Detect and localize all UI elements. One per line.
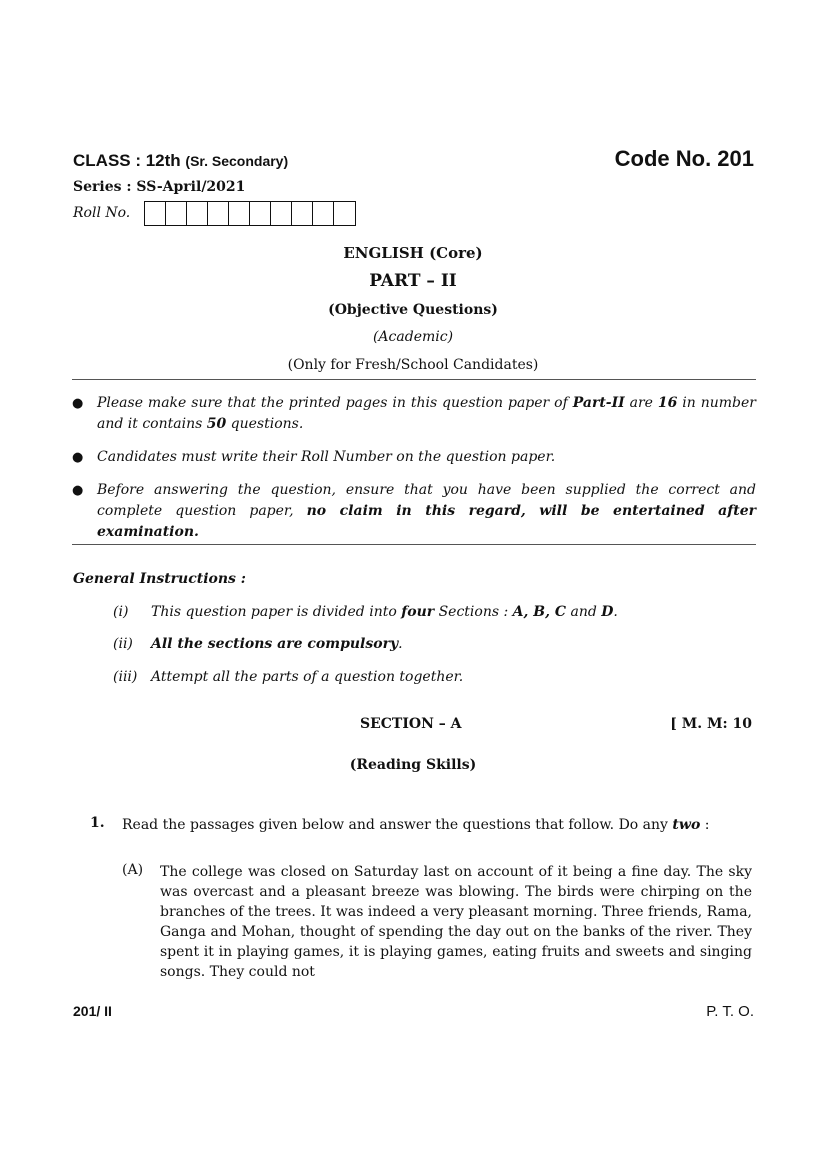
roll-box[interactable] — [166, 202, 187, 225]
roll-box[interactable] — [313, 202, 334, 225]
note-pages: ● Please make sure that the printed pages in this question paper of Part-II are 16 in number and it contains 50 questions. — [72, 393, 756, 435]
code-number: Code No. 201 — [614, 146, 754, 171]
bullet-icon: ● — [72, 450, 84, 465]
instruction-item: (ii) All the sections are compulsory. — [113, 636, 403, 652]
section-subtitle: (Reading Skills) — [349, 757, 477, 773]
roll-box[interactable] — [271, 202, 292, 225]
part-title: PART – II — [369, 271, 457, 291]
subject-title: ENGLISH (Core) — [343, 244, 483, 262]
instruction-item: (iii) Attempt all the parts of a question together. — [113, 669, 464, 685]
roll-box[interactable] — [292, 202, 313, 225]
question-number: 1. — [90, 815, 105, 831]
divider-bottom — [72, 544, 756, 545]
note-roll-number: ● Candidates must write their Roll Number on the question paper. — [72, 447, 756, 468]
footer-code: 201/ II — [73, 1003, 112, 1019]
academic-label: (Academic) — [372, 329, 454, 345]
class-sub: (Sr. Secondary) — [185, 153, 289, 169]
roll-box[interactable] — [250, 202, 271, 225]
question-text: Read the passages given below and answer the questions that follow. Do any two : — [122, 817, 710, 833]
roll-box[interactable] — [187, 202, 208, 225]
bullet-icon: ● — [72, 396, 84, 411]
passage-label: (A) — [122, 862, 144, 878]
series-label: Series : SS-April/2021 — [73, 179, 246, 195]
section-title: SECTION – A — [360, 716, 462, 732]
max-marks: [ M. M: 10 — [670, 716, 752, 732]
candidates-label: (Only for Fresh/School Candidates) — [287, 357, 539, 373]
objective-label: (Objective Questions) — [328, 302, 498, 318]
footer-pto: P. T. O. — [706, 1003, 754, 1020]
roll-label: Roll No. — [73, 205, 131, 221]
roll-box[interactable] — [229, 202, 250, 225]
roll-box[interactable] — [145, 202, 166, 225]
roll-box[interactable] — [334, 202, 355, 225]
instruction-item: (i) This question paper is divided into four Sections : A, B, C and D. — [113, 604, 618, 620]
note-complete-paper: ● Before answering the question, ensure that you have been supplied the correct and complete question paper, no claim in this regard, will be entertained after examination. — [72, 480, 756, 543]
general-instructions-title: General Instructions : — [73, 571, 246, 587]
class-heading — [73, 151, 288, 171]
roll-box[interactable] — [208, 202, 229, 225]
class-main: CLASS : 12th — [73, 151, 181, 170]
bullet-icon: ● — [72, 483, 84, 498]
passage-text: The college was closed on Saturday last on account of it being a fine day. The sky was overcast and a pleasant breeze was blowing. The birds were chirping on the branches of the trees. It was indeed a very pleasant morning. Three friends, Rama, Ganga and Mohan, thought of spending the day out on the banks of the river. They spent it in playing games, it is playing games, eating fruits and sweets and singing songs. They could not — [160, 864, 752, 980]
roll-number-boxes[interactable] — [144, 201, 356, 226]
divider-top — [72, 379, 756, 380]
